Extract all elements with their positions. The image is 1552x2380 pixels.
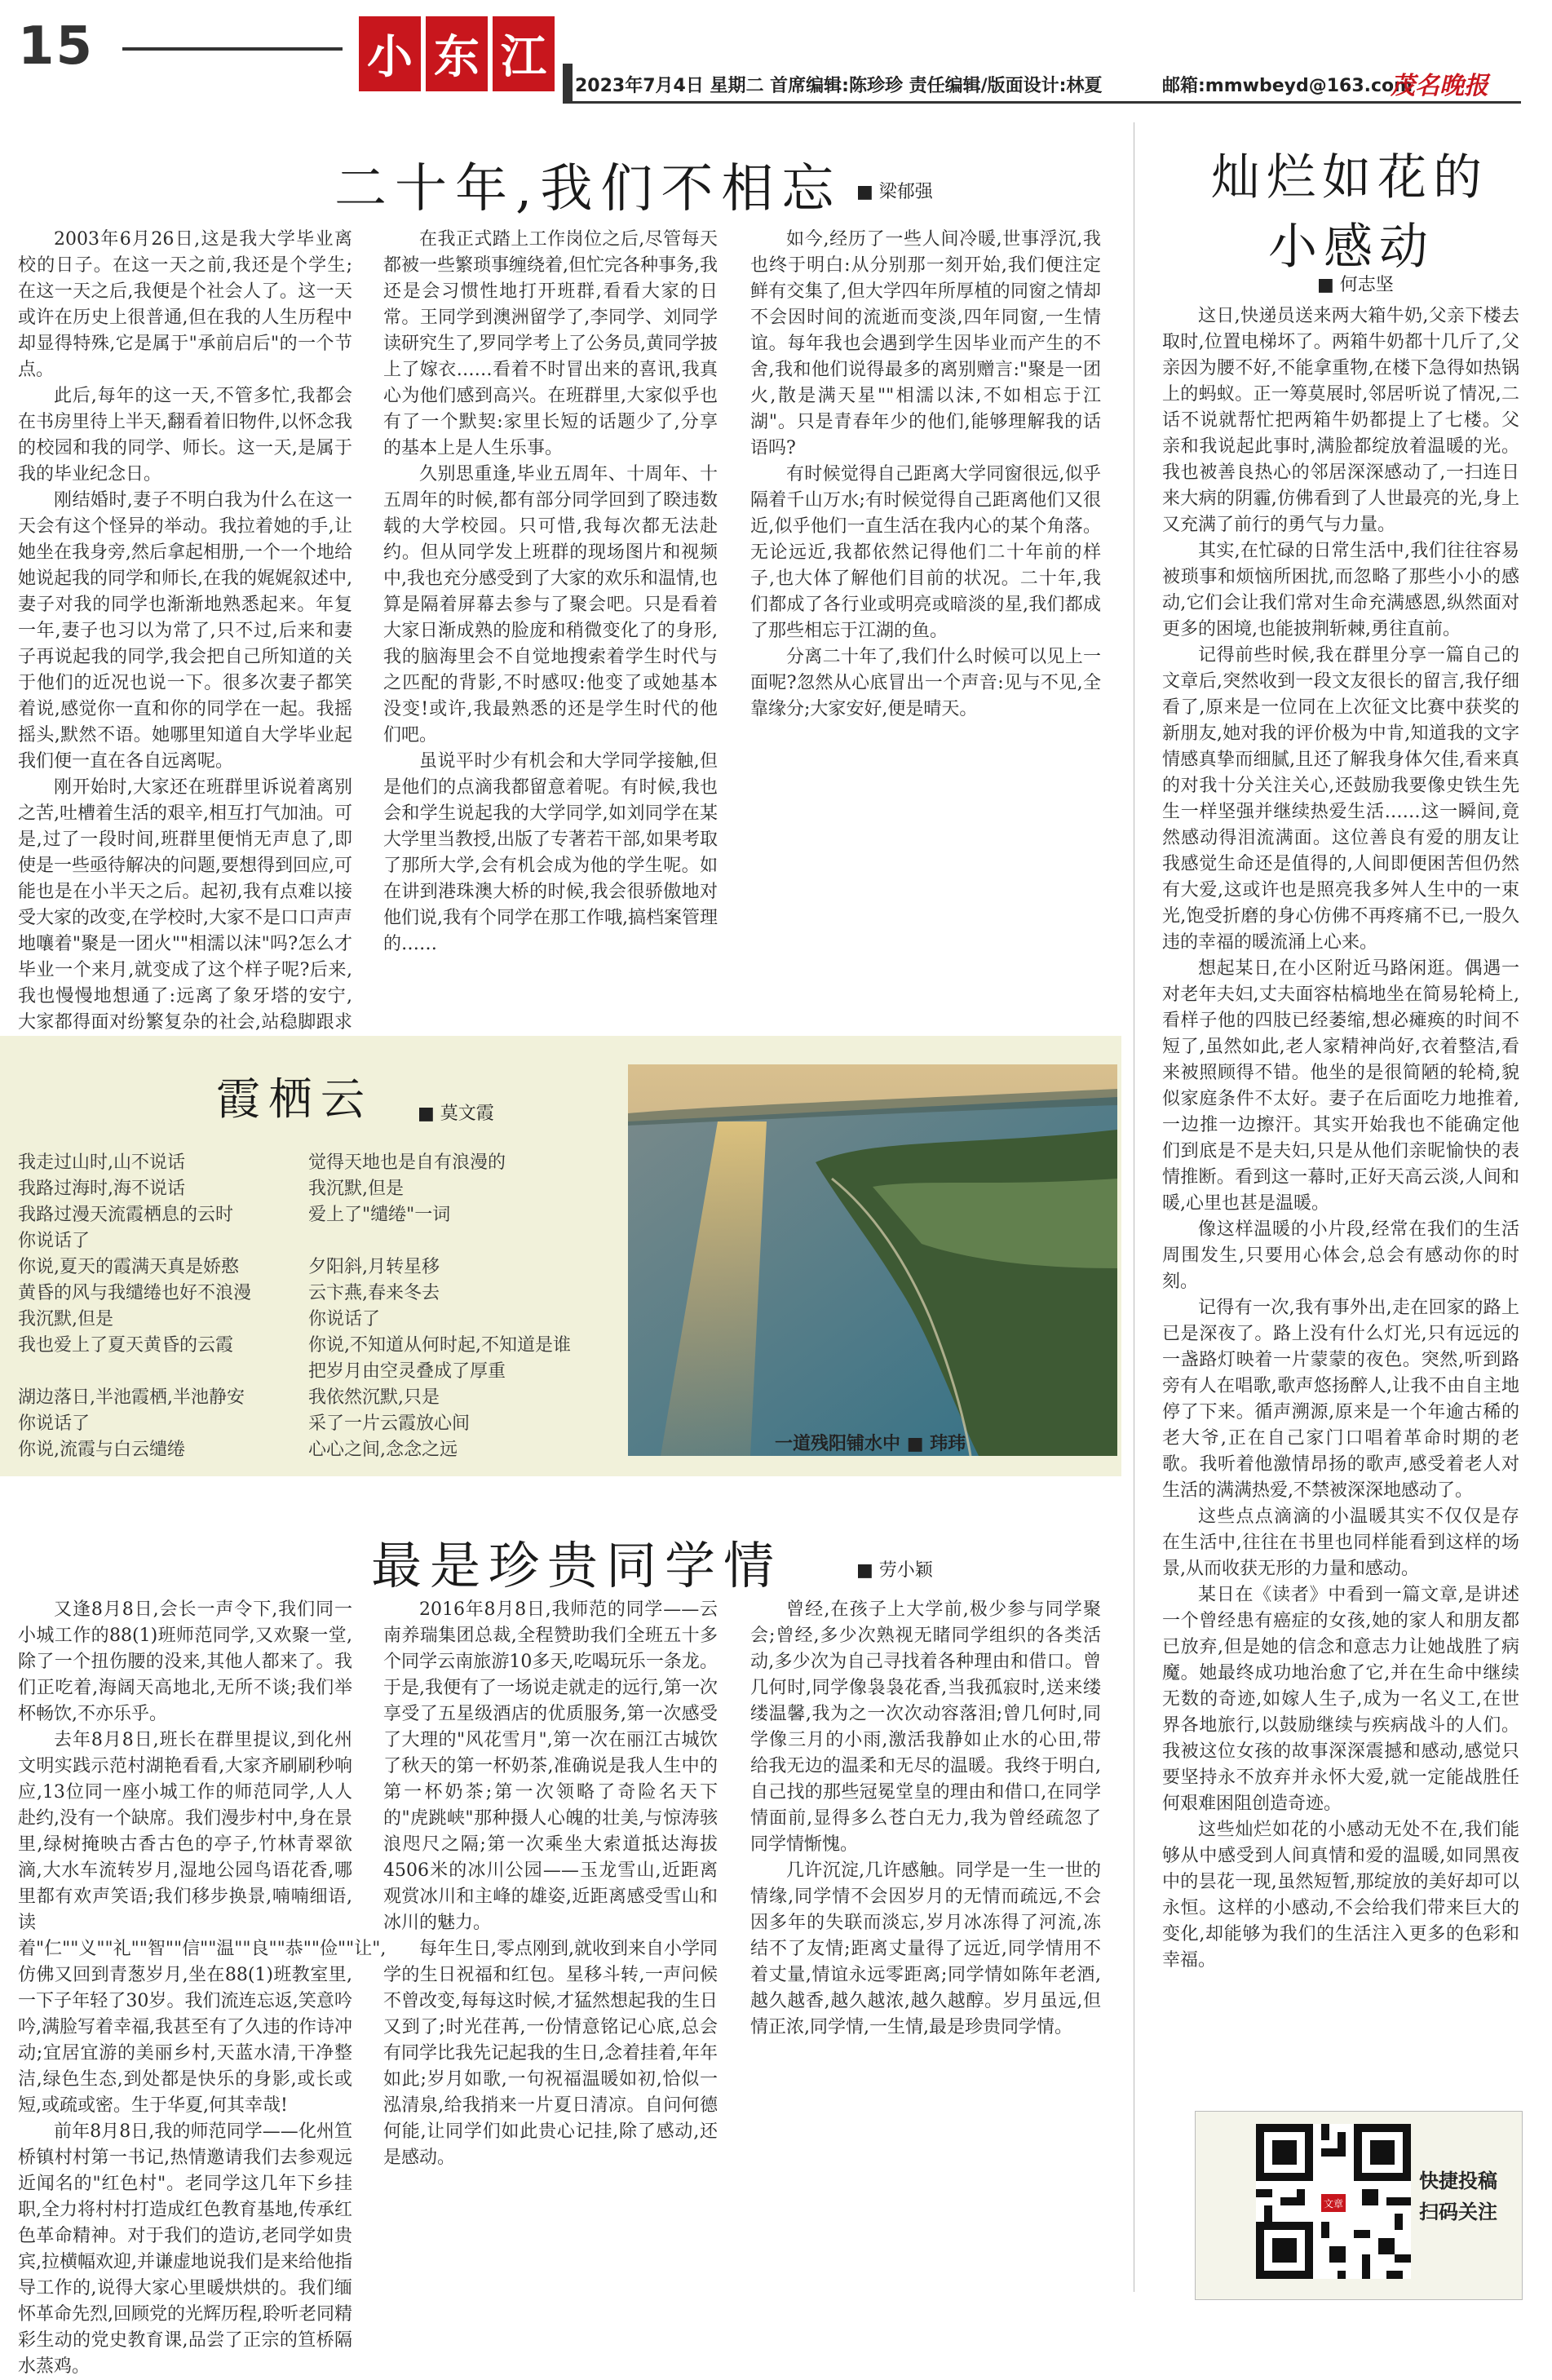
qr-instructions bbox=[1419, 2165, 1497, 2227]
article1-column-1 bbox=[18, 227, 352, 1033]
article3-paragraph: 2016年8月8日,我师范的同学——云南养瑞集团总裁,全程赞助我们全班五十多个同学云南旅游10多天,吃喝玩乐一条龙。于是,我便有了一场说走就走的远行,第一次享受了五星级酒店的优质服务,第一次感受了大理的"风花雪月",第一次在丽江古城饮了秋天的第一杯奶茶,准确说是我人生中的第一杯奶茶;第一次领略了奇险名天下的"虎跳峡"那种摄人心魄的壮美,与惊涛骇浪咫尺之隔;第一次乘坐大索道抵达海拔4506米的冰川公园——玉龙雪山,近距离观赏冰川和主峰的雄姿,近距离感受雪山和冰川的魅力。 bbox=[383, 1599, 718, 1933]
poem-author: ■ 莫文霞 bbox=[418, 1099, 494, 1125]
article1-column-2 bbox=[383, 227, 718, 1026]
article1-paragraph: 2003年6月26日,这是我大学毕业离校的日子。在这一天之前,我还是个学生;在这一天之后,我便是个社会人了。这一天或许在历史上很普通,但在我的人生历程中却显得特殊,它是属于"承前启后"的一个节点。 bbox=[18, 229, 352, 380]
poem-title: 霞栖云 bbox=[216, 1073, 373, 1125]
qr-line-1: 快捷投稿 bbox=[1419, 2170, 1497, 2192]
article1-paragraph: 有时候觉得自己距离大学同窗很远,似乎隔着千山万水;有时候觉得自己距离他们又很近,似乎他们一直生活在我内心的某个角落。无论远近,我都依然记得他们二十年前的样子,也大体了解他们目前的状况。二十年,我们都成了各行业或明亮或暗淡的星,我们都成了那些相忘于江湖的鱼。 bbox=[750, 464, 1101, 641]
article1-title: 二十年,我们不相忘 bbox=[334, 159, 842, 219]
header-divider bbox=[563, 64, 573, 101]
article2-paragraph: 这日,快递员送来两大箱牛奶,父亲下楼去取时,位置电梯坏了。两箱牛奶都十几斤了,父亲因为腰不好,不能拿重物,在楼下急得如热锅上的蚂蚁。正一筹莫展时,邻居听说了情况,二话不说就帮忙把两箱牛奶都提上了七楼。父亲和我说起此事时,满脸都绽放着温暖的光。我也被善良热心的邻居深深感动了,一扫连日来大病的阴霾,仿佛看到了人世最亮的光,身上又充满了前行的勇气与力量。 bbox=[1162, 306, 1519, 535]
header-bottom-rule bbox=[563, 101, 1521, 104]
article2-body bbox=[1162, 303, 1519, 2106]
article3-column-2 bbox=[383, 1597, 718, 2298]
contact-email: 邮箱:mmwbeyd@163.com bbox=[1162, 76, 1413, 96]
article1-column-3 bbox=[750, 227, 1101, 1026]
article3-paragraph: 每年生日,零点刚到,就收到来自小学同学的生日祝福和红包。星移斗转,一声问候不曾改变,每每这时候,才猛然想起我的生日又到了;时光荏苒,一份情意铭记心底,总会有同学比我先记起我的生日,念着挂着,年年如此;岁月如歌,一句祝福温暖如初,恰似一泓清泉,给我捎来一片夏日清凉。自问何德何能,让同学们如此贵心记挂,除了感动,还是感动。 bbox=[383, 1939, 718, 2168]
article2-paragraph: 这些点点滴滴的小温暖其实不仅仅是存在生活中,往往在书里也同样能看到这样的场景,从而收获无形的力量和感动。 bbox=[1162, 1506, 1519, 1579]
newspaper-logo: 茂名晚报 bbox=[1391, 72, 1488, 100]
article3-paragraph: 去年8月8日,班长在群里提议,到化州文明实践示范村湖艳看看,大家齐刷刷秒响应,13位同一座小城工作的师范同学,人人赴约,没有一个缺席。我们漫步村中,身在景里,绿树掩映古香古色的亭子,竹林青翠欲滴,大水车流转岁月,湿地公园鸟语花香,哪里都有欢声笑语;我们移步换景,喃喃细语,读着"仁""义""礼""智""信""温""良""恭""俭""让",仿佛又回到青葱岁月,坐在88(1)班教室里,一下子年轻了30岁。我们流连忘返,笑意吟吟,满脸写着幸福,我甚至有了久违的作诗冲动;宜居宜游的美丽乡村,天蓝水清,干净整洁,绿色生态,到处都是快乐的身影,或长或短,或疏或密。生于华夏,何其幸哉! bbox=[18, 1730, 387, 2116]
article2-title-line1: 灿烂如花的 bbox=[1211, 149, 1488, 206]
header-rule bbox=[122, 47, 343, 51]
article1-paragraph: 久别思重逢,毕业五周年、十周年、十五周年的时候,都有部分同学回到了睽违数载的大学校园。只可惜,我每次都无法赴约。但从同学发上班群的现场图片和视频中,我也充分感受到了大家的欢乐和温情,也算是隔着屏幕去参与了聚会吧。只是看着大家日渐成熟的脸庞和稍微变化了的身形,我的脑海里会不自觉地搜索着学生时代与之匹配的背影,不时感叹:他变了或她基本没变!或许,我最熟悉的还是学生时代的他们吧。 bbox=[383, 464, 718, 745]
section-name-char-3: 江 bbox=[493, 16, 555, 91]
article3-column-3 bbox=[750, 1597, 1101, 2298]
article1-paragraph: 刚开始时,大家还在班群里诉说着离别之苦,吐槽着生活的艰辛,相互打气加油。可是,过了一段时间,班群里便悄无声息了,即使是一些亟待解决的问题,要想得到回应,可能也是在小半天之后。起初,我有点难以接受大家的改变,在学校时,大家不是口口声声地嚷着"聚是一团火""相濡以沫"吗?怎么才毕业一个来月,就变成了这个样子呢?后来,我也慢慢地想通了:远离了象牙塔的安宁,大家都得面对纷繁复杂的社会,站稳脚跟求 bbox=[18, 777, 352, 1033]
article3-title: 最是珍贵同学情 bbox=[371, 1536, 783, 1595]
page-number: 15 bbox=[18, 16, 95, 77]
photo-credit-marker: ■ bbox=[906, 1434, 931, 1454]
article2-paragraph: 记得有一次,我有事外出,走在回家的路上已是深夜了。路上没有什么灯光,只有远远的一盏路灯映着一片蒙蒙的夜色。突然,听到路旁有人在唱歌,歌声悠扬醉人,让我不由自主地停了下来。循声溯源,原来是一个年逾古稀的老大爷,正在自己家门口唱着革命时期的老歌。我听着他激情昂扬的歌声,感受着老人对生活的满满热爱,不禁被深深地感动了。 bbox=[1162, 1298, 1519, 1501]
article2-title-line2: 小感动 bbox=[1268, 219, 1435, 276]
article3-paragraph: 前年8月8日,我的师范同学——化州笪桥镇村村第一书记,热情邀请我们去参观远近闻名的"红色村"。老同学这几年下乡挂职,全力将村村打造成红色教育基地,传承红色革命精神。对于我们的造访,老同学如贵宾,拉横幅欢迎,并谦虚地说我们是来给他指导工作的,说得大家心里暖烘烘的。我们缅怀革命先烈,回顾党的光辉历程,聆听老同精彩生动的党史教育课,品尝了正宗的笪桥隔水蒸鸡。 bbox=[18, 2121, 352, 2377]
article2-paragraph: 像这样温暖的小片段,经常在我们的生活周围发生,只要用心体会,总会有感动你的时刻。 bbox=[1162, 1219, 1519, 1292]
article3-paragraph: 几许沉淀,几许感触。同学是一生一世的情缘,同学情不会因岁月的无情而疏远,不会因多年的失联而淡忘,岁月冰冻得了河流,冻结不了友情;距离丈量得了远近,同学情用不着丈量,情谊永远零距离;同学情如陈年老酒,越久越香,越久越浓,越久越醇。岁月虽远,但情正浓,同学情,一生情,最是珍贵同学情。 bbox=[750, 1860, 1101, 2037]
article3-column-1 bbox=[18, 1597, 387, 2377]
article1-paragraph: 此后,每年的这一天,不管多忙,我都会在书房里待上半天,翻看着旧物件,以怀念我的校园和我的同学、师长。这一天,是属于我的毕业纪念日。 bbox=[18, 386, 352, 484]
article2-paragraph: 这些灿烂如花的小感动无处不在,我们能够从中感受到人间真情和爱的温暖,如同黑夜中的昙花一现,虽然短暂,那绽放的美好却可以永恒。这样的小感动,不会给我们带来巨大的变化,却能够为我们的生活注入更多的色彩和幸福。 bbox=[1162, 1820, 1519, 1971]
article1-author: ■ 梁郁强 bbox=[856, 178, 933, 203]
photo-caption-text: 一道残阳铺水中 bbox=[775, 1434, 901, 1454]
article2-author: ■ 何志坚 bbox=[1317, 271, 1394, 296]
photo-credit: 玮玮 bbox=[930, 1434, 966, 1454]
article2-paragraph: 想起某日,在小区附近马路闲逛。偶遇一对老年夫妇,丈夫面容枯槁地坐在简易轮椅上,看样子他的四肢已经萎缩,想必瘫痪的时间不短了,虽然如此,老人家精神尚好,衣着整洁,看来被照顾得不错。他坐的是很简陋的轮椅,貌似家庭条件不太好。妻子在后面吃力地推着,一边推一边擦汗。其实开始我也不能确定他们到底是不是夫妇,只是从他们亲昵愉快的表情推断。看到这一幕时,正好天高云淡,人间和暖,心里也甚是温暖。 bbox=[1162, 958, 1519, 1214]
issue-info: 2023年7月4日 星期二 首席编辑:陈珍珍 责任编辑/版面设计:林夏 bbox=[575, 76, 1103, 96]
article2-paragraph: 其实,在忙碌的日常生活中,我们往往容易被琐事和烦恼所困扰,而忽略了那些小小的感动,它们会让我们常对生命充满感恩,纵然面对更多的困境,也能披荆斩棘,勇往直前。 bbox=[1162, 541, 1519, 639]
article1-paragraph: 在我正式踏上工作岗位之后,尽管每天都被一些繁琐事缠绕着,但忙完各种事务,我还是会习惯性地打开班群,看看大家的日常。王同学到澳洲留学了,李同学、刘同学读研究生了,罗同学考上了公务员,黄同学披上了嫁衣……看着不时冒出来的喜讯,我真心为他们感到高兴。在班群里,大家似乎也有了一个默契:家里长短的话题少了,分享的基本上是人生乐事。 bbox=[383, 229, 718, 458]
article3-author: ■ 劳小颖 bbox=[856, 1556, 933, 1582]
poem-column-1: 我走过山时,山不说话 我路过海时,海不说话 我路过漫天流霞栖息的云时 你说话了 你说,夏天的霞满天真是娇憨 黄昏的风与我缱绻也好不浪漫 我沉默,但是 我也爱上了夏天黄昏的云霞 湖边落日,半池霞栖,半池静安 你说话了 你说,流霞与白云缱绻 bbox=[18, 1152, 252, 1460]
photo-caption bbox=[775, 1430, 966, 1455]
sunset-photo bbox=[628, 1064, 1117, 1456]
article3-paragraph: 又逢8月8日,会长一声令下,我们同一小城工作的88(1)班师范同学,又欢聚一堂,除了一个扭伤腰的没来,其他人都来了。我们正吃着,海阔天高地北,无所不谈;我们举杯畅饮,不亦乐乎。 bbox=[18, 1599, 352, 1724]
article1-paragraph: 如今,经历了一些人间冷暖,世事浮沉,我也终于明白:从分别那一刻开始,我们便注定鲜有交集了,但大学四年所厚植的同窗之情却不会因时间的流逝而变淡,四年同窗,一生情谊。每年我也会遇到学生因毕业而产生的不舍,我和他们说得最多的离别赠言:"聚是一团火,散是满天星""相濡以沫,不如相忘于江湖"。只是青春年少的他们,能够理解我的话语吗? bbox=[750, 229, 1101, 458]
article3-paragraph: 曾经,在孩子上大学前,极少参与同学聚会;曾经,多少次熟视无睹同学组织的各类活动,多少次为自己寻找着各种理由和借口。曾几何时,同学像袅袅花香,当我孤寂时,送来缕缕温馨,我为之一次次动容落泪;曾几何时,同学像三月的小雨,激活我静如止水的心田,带给我无边的温柔和无尽的温暖。我终于明白,自己找的那些冠冕堂皇的理由和借口,在同学情面前,显得多么苍白无力,我为曾经疏忽了同学情惭愧。 bbox=[750, 1599, 1101, 1855]
section-name-char-2: 东 bbox=[426, 16, 488, 91]
poem-column-2: 觉得天地也是自有浪漫的 我沉默,但是 爱上了"缱绻"一词 夕阳斜,月转星移 云卞燕,春来冬去 你说话了 你说,不知道从何时起,不知道是谁 把岁月由空灵叠成了厚重 我依然沉默,只是 采了一片云霞放心间 心心之间,念念之远 bbox=[308, 1152, 571, 1460]
qr-badge: 文章 bbox=[1321, 2194, 1346, 2212]
article1-paragraph: 分离二十年了,我们什么时候可以见上一面呢?忽然从心底冒出一个声音:见与不见,全靠缘分;大家安好,便是晴天。 bbox=[750, 647, 1101, 719]
section-name-char-1: 小 bbox=[359, 16, 421, 91]
article2-paragraph: 某日在《读者》中看到一篇文章,是讲述一个曾经患有癌症的女孩,她的家人和朋友都已放弃,但是她的信念和意志力让她战胜了病魔。她最终成功地治愈了它,并在生命中继续无数的奇迹,如嫁人生子,成为一名义工,在世界各地旅行,以鼓励继续与疾病战斗的人们。我被这位女孩的故事深深震撼和感动,感觉只要坚持永不放弃并永怀大爱,就一定能战胜任何艰难困阻创造奇迹。 bbox=[1162, 1585, 1519, 1814]
article1-paragraph: 虽说平时少有机会和大学同学接触,但是他们的点滴我都留意着呢。有时候,我也会和学生说起我的大学同学,如刘同学在某大学里当教授,出版了专著若干部,如果考取了那所大学,会有机会成为他的学生呢。如在讲到港珠澳大桥的时候,我会很骄傲地对他们说,我有个同学在那工作哦,搞档案管理的…… bbox=[383, 751, 718, 954]
article2-paragraph: 记得前些时候,我在群里分享一篇自己的文章后,突然收到一段文友很长的留言,我仔细看了,原来是一位同在上次征文比赛中获奖的新朋友,她对我的评价极为中肯,知道我的文字情感真挚而细腻,且还了解我身体欠佳,看来真的对我十分关注关心,还鼓励我要像史铁生先生一样坚强并继续热爱生活……这一瞬间,竟然感动得泪流满面。这位善良有爱的朋友让我感觉生命还是值得的,人间即便困苦但仍然有大爱,这或许也是照亮我多舛人生中的一束光,饱受折磨的身心仿佛不再疼痛不已,一股久违的幸福的暖流涌上心来。 bbox=[1162, 645, 1519, 953]
qr-line-2: 扫码关注 bbox=[1419, 2201, 1497, 2223]
article1-paragraph: 刚结婚时,妻子不明白我为什么在这一天会有这个怪异的举动。我拉着她的手,让她坐在我身旁,然后拿起相册,一个一个地给她说起我的同学和师长,在我的娓娓叙述中,妻子对我的同学也渐渐地熟悉起来。年复一年,妻子也习以为常了,只不过,后来和妻子再说起我的同学,我会把自己所知道的关于他们的近况也说一下。很多次妻子都笑着说,感觉你一直和你的同学在一起。我摇摇头,默然不语。她哪里知道自大学毕业起我们便一直在各自远离呢。 bbox=[18, 490, 352, 772]
